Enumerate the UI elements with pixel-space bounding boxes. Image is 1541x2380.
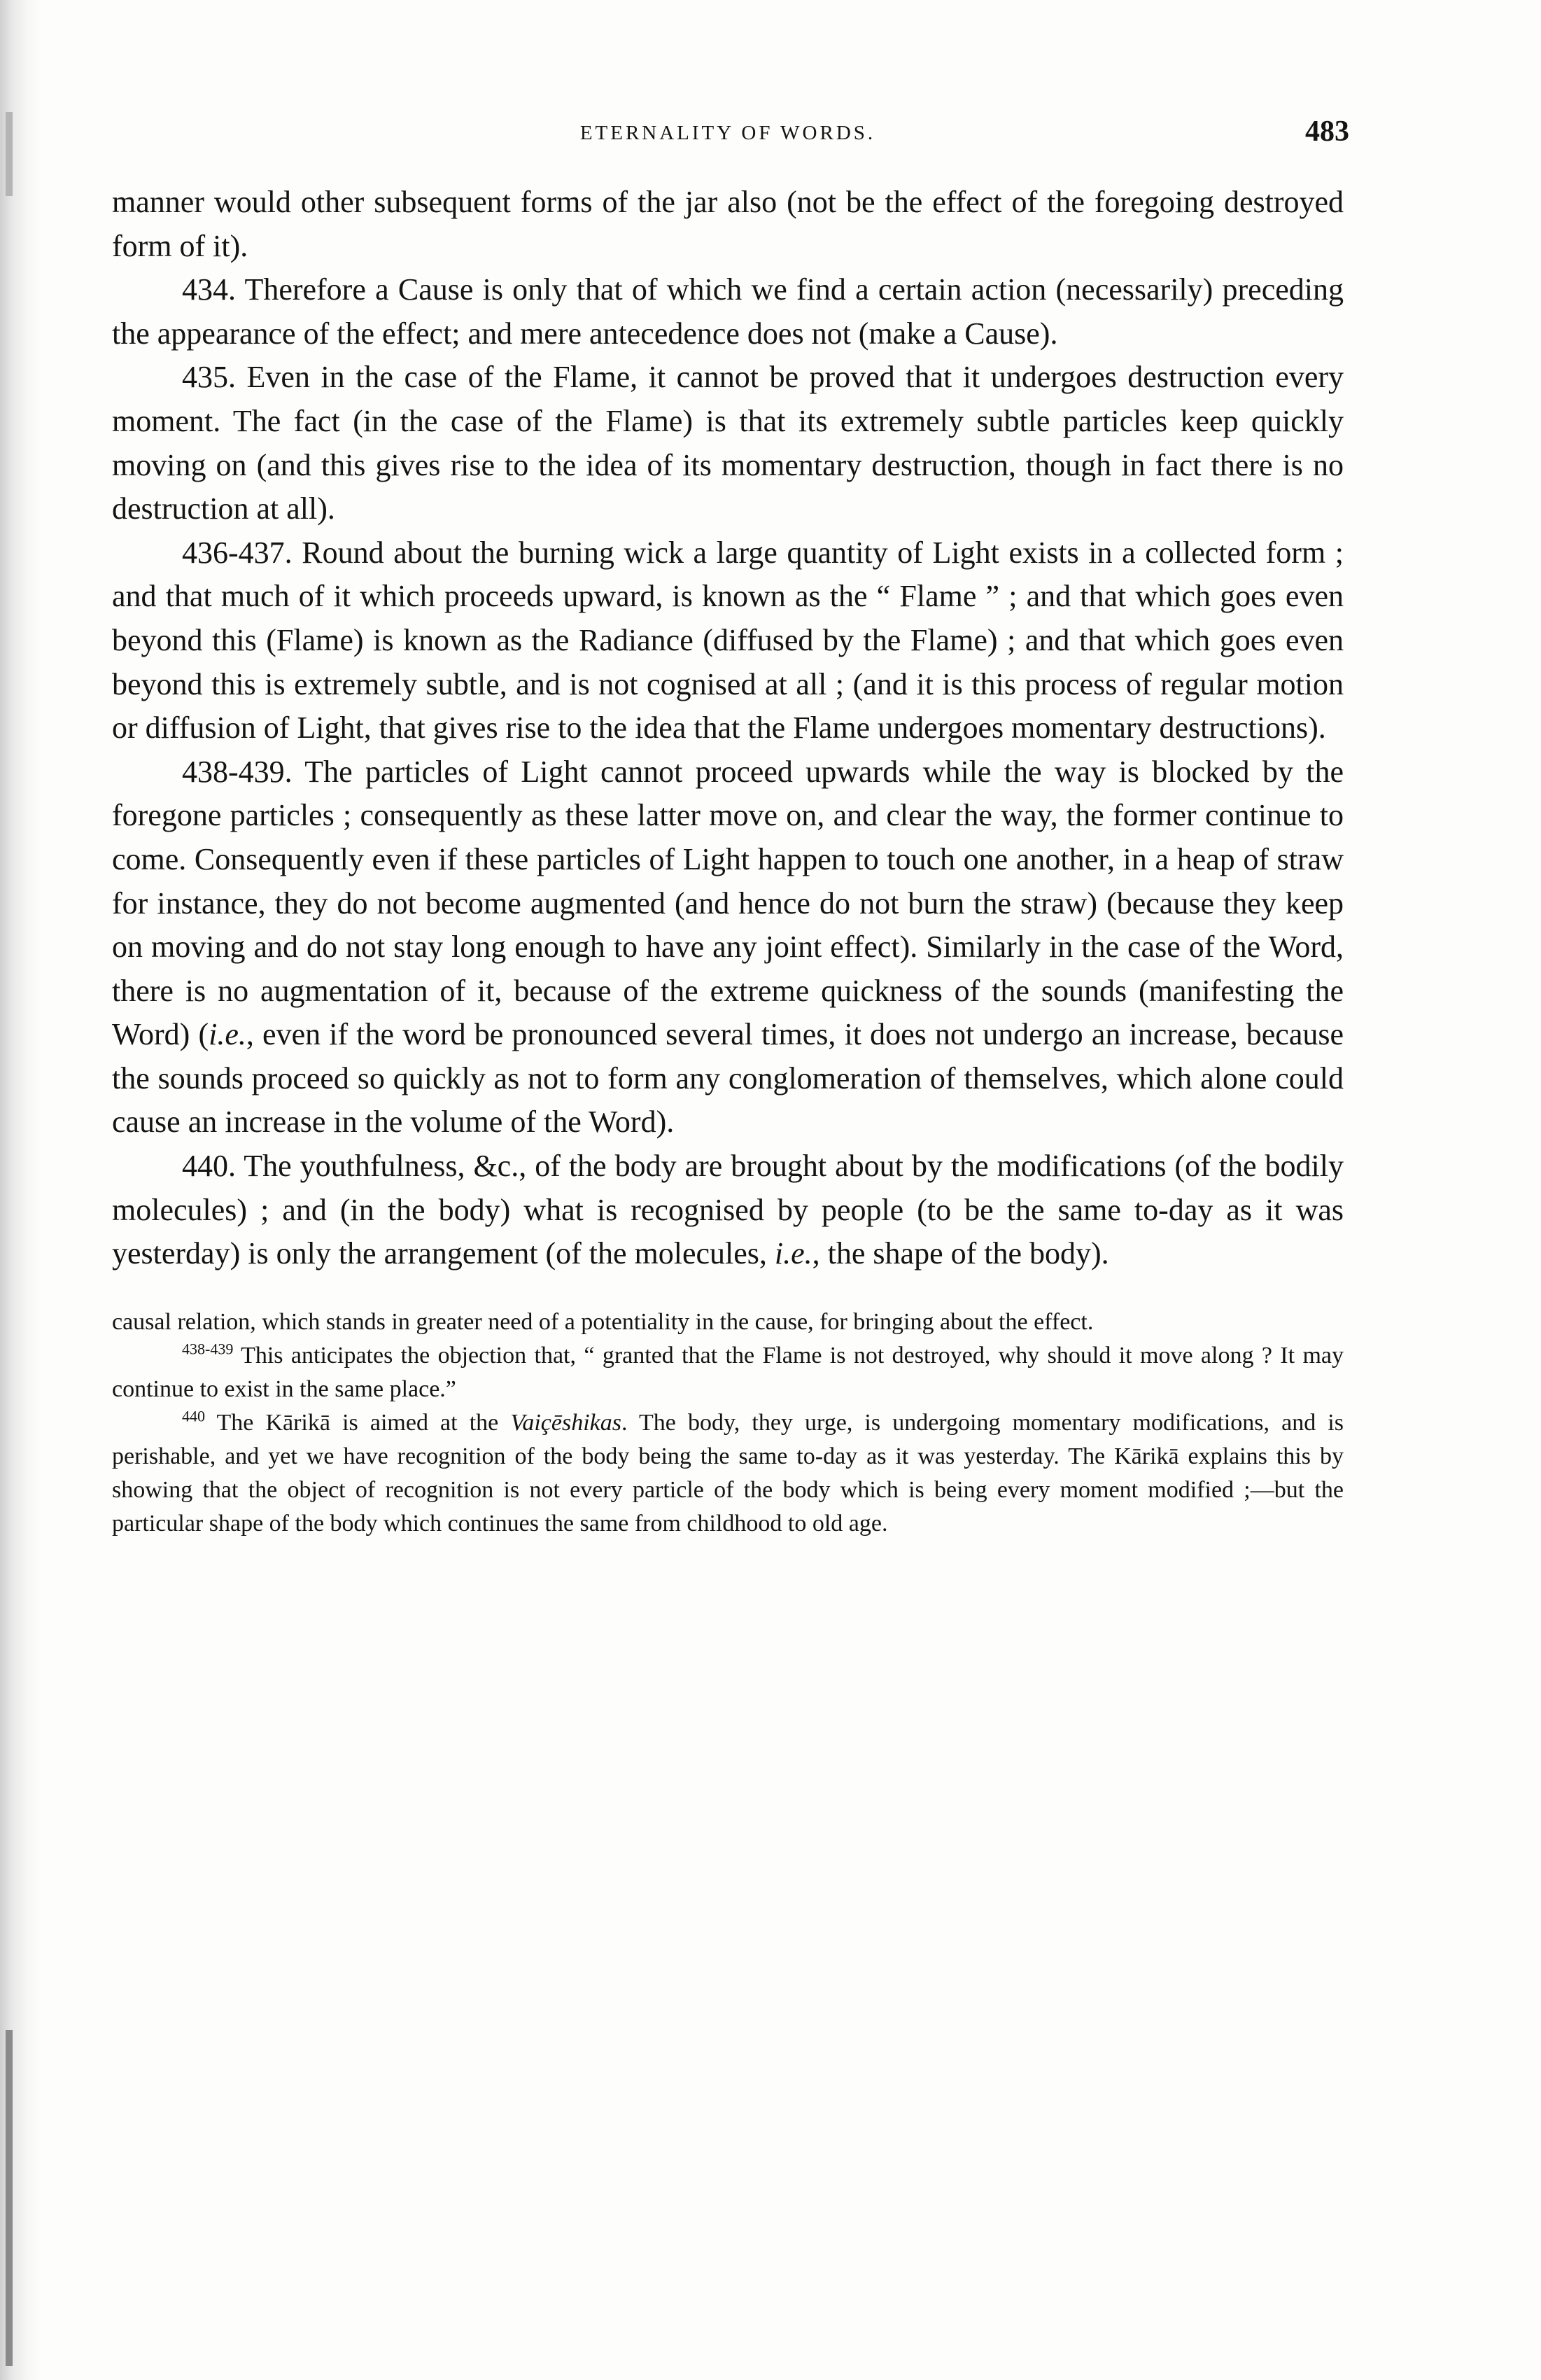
scan-edge-shadow xyxy=(0,0,42,2380)
verse-438-439 xyxy=(112,750,1344,1144)
verse-number: 438-439. xyxy=(182,754,293,789)
footnote-continuation: causal relation, which stands in greater need of a potentiality in the cause, for bringing about the effect. xyxy=(112,1308,1094,1335)
verse-number: 435. xyxy=(182,360,236,395)
footnote-text: This anticipates the objection that, “ granted that the Flame is not destroyed, why should it move along ? It may continue to exist in the same place.” xyxy=(112,1342,1344,1402)
page-header xyxy=(112,105,1349,161)
verse-number: 434. xyxy=(182,272,236,307)
verse-text: The youthfulness, &c., of the body are brought about by the modifications (of the bodily molecules) ; and (in the body) what is recognised by people (to be the same to-day as it was yesterday) is only the arrangement (of the molecules, xyxy=(112,1149,1344,1271)
verse-number: 436-437. xyxy=(182,535,293,570)
footnote-italic: Vaiçēshikas xyxy=(510,1409,621,1436)
verse-text: Therefore a Cause is only that of which we find a certain action (necessarily) preceding the appearance of the effect; and mere antecedence does not (make a Cause). xyxy=(112,272,1344,351)
book-page xyxy=(112,105,1349,1541)
page-number: 483 xyxy=(1305,115,1349,148)
verse-435 xyxy=(112,356,1344,531)
verse-abbreviation: i.e. xyxy=(209,1017,246,1052)
scan-edge-mark xyxy=(6,2030,13,2366)
verse-text: Round about the burning wick a large quantity of Light exists in a collected form ; and that much of it which proceeds upward, is known as the “ Flame ” ; and that which goes even beyond this (Flame) is known as the Radiance (diffused by the Flame) ; and that which goes even beyond this is extremely subtle, and is not cognised at all ; (and it is this process of regular motion or diffusion of Light, that gives rise to the idea that the Flame undergoes momentary destructions). xyxy=(112,535,1344,746)
verse-text: Even in the case of the Flame, it cannot be proved that it undergoes destruction every moment. The fact (in the case of the Flame) is that its extremely subtle particles keep quickly moving on (and this gives rise to the idea of its momentary destruction, though in fact there is no destruction at all). xyxy=(112,360,1344,526)
footnote-ref: 440 xyxy=(182,1407,205,1425)
footnote-ref: 438-439 xyxy=(182,1340,234,1358)
footnotes xyxy=(112,1306,1344,1541)
verse-text: , even if the word be pronounced several times, it does not undergo an increase, because the sounds proceed so quickly as not to form any conglomeration of themselves, which alone could cause an increase in the volume of the Word). xyxy=(112,1017,1344,1140)
footnote-440 xyxy=(112,1406,1344,1541)
footnote-text: . The body, they urge, is undergoing momentary modifications, and is perishable, and yet we have recognition of the body being the same to-day as it was yesterday. The Kārikā explains this by showing that the object of recognition is not every particle of the body which is being every moment modified ;—but the particular shape of the body which continues the same from childhood to old age. xyxy=(112,1409,1344,1536)
main-text xyxy=(112,181,1344,1276)
verse-text: The particles of Light cannot proceed upwards while the way is blocked by the foregone particles ; consequently as these latter move on, and clear the way, the former continue to come. Consequently even if these particles of Light happen to touch one another, in a heap of straw for instance, they do not become augmented (and hence do not burn the straw) (because they keep on moving and do not stay long enough to have any joint effect). Similarly in the case of the Word, there is no augmentation of it, because of the extreme quickness of the sounds (manifesting the Word) ( xyxy=(112,754,1344,1052)
running-title: ETERNALITY OF WORDS. xyxy=(579,122,876,144)
verse-440 xyxy=(112,1144,1344,1276)
footnote-text: The Kārikā is aimed at the xyxy=(216,1409,511,1436)
footnote-438-439 xyxy=(112,1339,1344,1406)
verse-436-437 xyxy=(112,531,1344,750)
verse-abbreviation: i.e. xyxy=(774,1236,812,1271)
verse-434 xyxy=(112,268,1344,356)
scan-edge-mark xyxy=(6,112,13,196)
verse-text: , the shape of the body). xyxy=(812,1236,1109,1271)
verse-number: 440. xyxy=(182,1149,236,1184)
continued-paragraph: manner would other subsequent forms of the jar also (not be the effect of the foregoing destroyed form of it). xyxy=(112,185,1344,263)
